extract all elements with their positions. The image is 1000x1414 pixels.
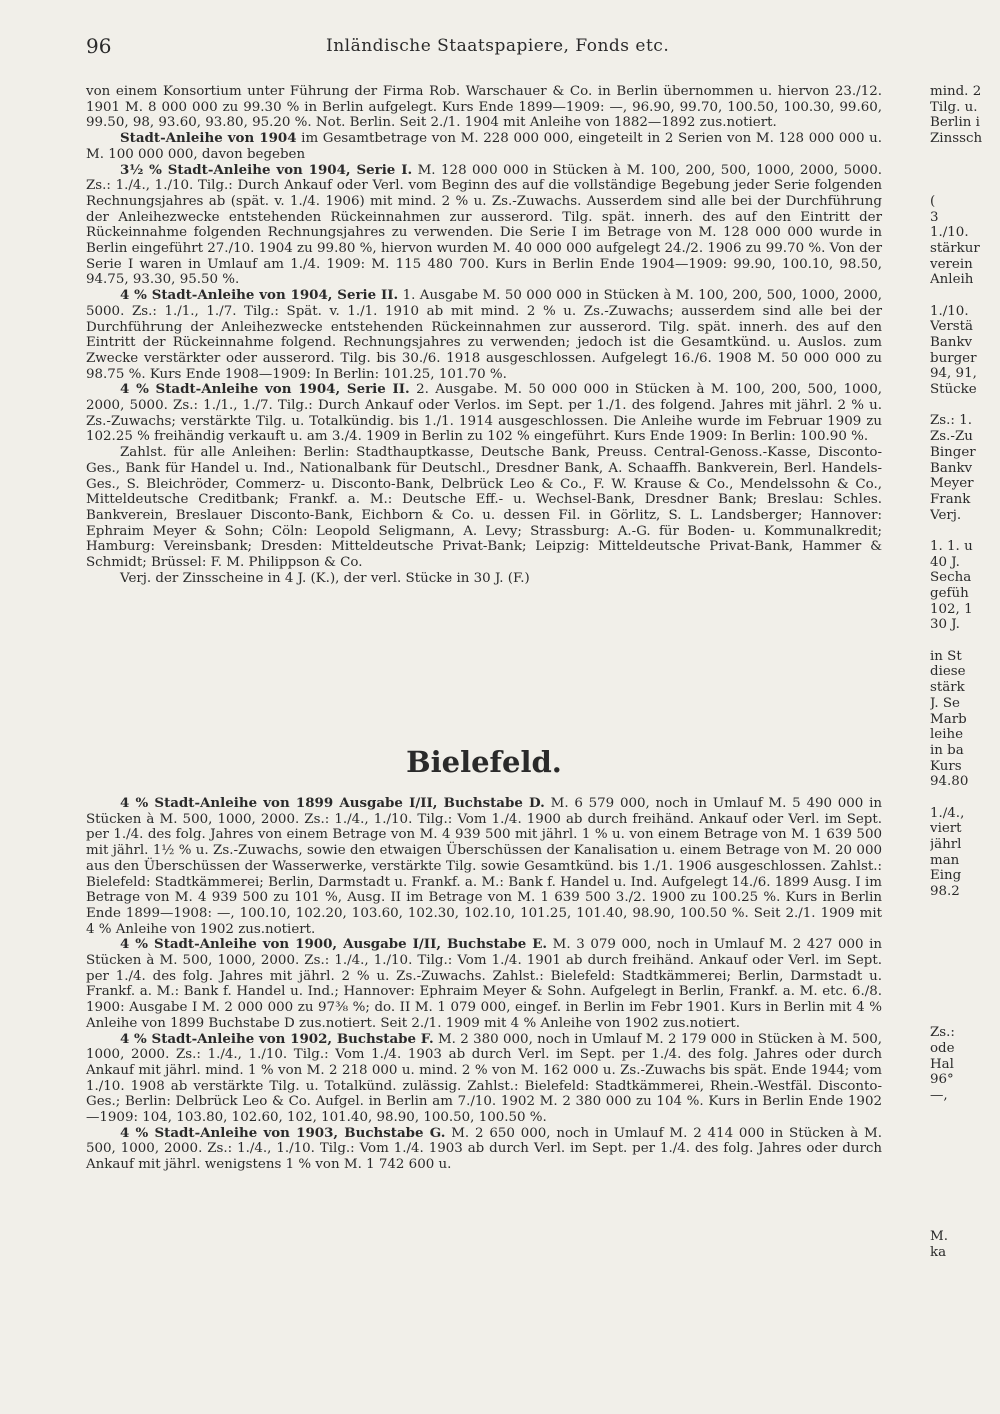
margin-fragment bbox=[930, 994, 1000, 1010]
margin-fragment: 3 bbox=[930, 209, 939, 225]
margin-fragment: in St bbox=[930, 648, 962, 664]
margin-fragment bbox=[930, 1166, 1000, 1182]
margin-fragment: Bankv bbox=[930, 335, 973, 350]
margin-fragment: Bankv bbox=[930, 460, 973, 476]
margin-fragment: verein bbox=[930, 256, 973, 272]
margin-fragment: 40 J. bbox=[930, 554, 960, 570]
margin-fragment bbox=[930, 1135, 1000, 1151]
margin-fragment: 94, 91, bbox=[930, 366, 977, 382]
margin-fragment: 96° bbox=[930, 1072, 954, 1088]
paragraph bbox=[86, 288, 882, 382]
margin-fragment: diese bbox=[930, 664, 966, 680]
paragraph bbox=[86, 1032, 882, 1126]
issue-title: 4 % Stadt-Anleihe von 1903, Buchstabe G. bbox=[120, 1124, 446, 1141]
margin-fragment bbox=[930, 1104, 1000, 1120]
margin-fragment bbox=[930, 633, 1000, 649]
margin-fragment: 102, 1 bbox=[930, 601, 973, 617]
paragraph-text: im Gesamtbetrage von M. 228 000 000, eingeteilt in 2 Serien von M. 128 000 000 u. M. 100 000 000, davon begeben bbox=[86, 131, 882, 162]
page-number: 96 bbox=[86, 34, 112, 58]
issue-title: 4 % Stadt-Anleihe von 1904, Serie II. bbox=[120, 287, 399, 304]
margin-fragment: Berlin i bbox=[930, 115, 980, 131]
margin-fragment: Frank bbox=[930, 491, 971, 507]
margin-fragment: mind. 2 bbox=[930, 84, 982, 99]
paragraph bbox=[86, 1126, 882, 1173]
paragraph-text: 1. Ausgabe M. 50 000 000 in Stücken à M. 100, 200, 500, 1000, 2000, 5000. Zs.: 1./1., 1./7. Tilg.: Spät. v. 1./1. 1910 ab mit mind. 2 % u. Zs.-Zuwachs; ausserdem sind alle bei der Durchführung der Anleihezwecke entstehenden Rückeinnahmen zur ausserord. Tilg. spät. innerh. des auf den Eintritt der Rückeinnahme folgend. Rechnungsjahres zu verwenden; jedoch ist die Gesamtkünd. u. Auslos. zum Zwecke verstärkter oder ausserord. Tilg. bis 30./6. 1918 ausgeschlossen. Aufgelegt 16./6. 1908 M. 50 000 000 zu 98.75 %. Kurs Ende 1908—1909: In Berlin: 101.25, 101.70 %. bbox=[86, 288, 882, 382]
margin-fragment bbox=[930, 523, 1000, 539]
margin-fragment: Binger bbox=[930, 444, 976, 460]
margin-fragment bbox=[930, 1010, 1000, 1026]
paragraph bbox=[86, 84, 882, 131]
paragraph-text: von einem Konsortium unter Führung der Firma Rob. Warschauer & Co. in Berlin übernommen u. hiervon 23./12. 1901 M. 8 000 000 zu 99.30 % in Berlin aufgelegt. Kurs Ende 1899—1909: —, 96.90, 99.70, 100.50, 100.30, 99.60, 99.50, 98, 93.60, 93.80, 95.20 %. Not. Berlin. Seit 2./1. 1904 mit Anleihe von 1882—1892 zus.notiert. bbox=[86, 84, 882, 131]
margin-fragment: ode bbox=[930, 1040, 955, 1056]
margin-fragment: Zs.-Zu bbox=[930, 429, 973, 445]
margin-fragment: J. Se bbox=[930, 695, 960, 711]
page-header bbox=[86, 34, 886, 60]
issue-title: 3½ % Stadt-Anleihe von 1904, Serie I. bbox=[120, 161, 413, 178]
paragraph bbox=[86, 571, 882, 587]
paragraph-text: M. 2 650 000, noch in Umlauf M. 2 414 000 in Stücken à M. 500, 1000, 2000. Zs.: 1./4., 1./10. Tilg.: Vom 1./4. 1903 ab durch Verl. im Sept. per 1./4. des folg. Jahres oder durch Ankauf mit jährl. wenigstens 1 % von M. 1 742 600 u. bbox=[86, 1125, 882, 1173]
margin-fragment: Meyer bbox=[930, 476, 974, 492]
margin-fragment: 98.2 bbox=[930, 884, 960, 900]
margin-fragment: Secha bbox=[930, 570, 972, 586]
adjacent-page-edge bbox=[930, 84, 1000, 1414]
margin-fragment bbox=[930, 147, 1000, 163]
margin-fragment bbox=[930, 978, 1000, 994]
margin-fragment: 1./10. bbox=[930, 225, 969, 241]
margin-fragment: 1. 1. u bbox=[930, 538, 973, 554]
margin-fragment bbox=[930, 162, 1000, 178]
margin-fragment bbox=[930, 947, 1000, 963]
margin-fragment: Zinssch bbox=[930, 131, 983, 147]
margin-fragment: Verstä bbox=[930, 319, 974, 335]
margin-fragment bbox=[930, 1214, 1000, 1230]
issue-title: 4 % Stadt-Anleihe von 1904, Serie II. bbox=[120, 381, 410, 398]
paragraph-text: M. 3 079 000, noch in Umlauf M. 2 427 000 in Stücken à M. 500, 1000, 2000. Zs.: 1./4., 1./10. Tilg.: Vom 1./4. 1901 ab durch freihänd. Ankauf oder Verl. im Sept. per 1./4. des folg. Jahres mit jährl. 2 % u. Zs.-Zuwachs. Zahlst.: Bielefeld: Stadtkämmerei; Berlin, Darmstadt u. Frankf. a. M.: Bank f. Handel u. Ind.; Hannover: Ephraim Meyer & Sohn. Aufgelegt in Berlin, Frankf. a. M. etc. 6./8. 1900: Ausgabe I M. 2 000 000 zu 97⅜ %; do. II M. 1 079 000, eingef. in Berlin im Febr 1901. Kurs in Berlin mit 4 % Anleihe von 1899 Buchstabe D zus.notiert. Seit 2./1. 1909 mit 4 % Anleihe von 1902 zus.notiert. bbox=[86, 937, 883, 1031]
paragraph bbox=[86, 937, 882, 1031]
margin-fragment: viert bbox=[930, 821, 962, 837]
margin-fragment: burger bbox=[930, 350, 977, 366]
paragraph bbox=[86, 382, 882, 445]
margin-fragment: man bbox=[930, 852, 960, 868]
margin-fragment: —, bbox=[930, 1088, 948, 1103]
margin-fragment: gefüh bbox=[930, 586, 969, 601]
margin-fragment bbox=[930, 790, 1000, 806]
margin-fragment bbox=[930, 1182, 1000, 1198]
margin-fragment: Eing bbox=[930, 868, 962, 884]
paragraph-text: M. 128 000 000 in Stücken à M. 100, 200, 500, 1000, 2000, 5000. Zs.: 1./4., 1./10. Tilg.: Durch Ankauf oder Verl. vom Beginn des auf die vollständige Begebung jeder Serie folgenden Rechnungsjahres ab (spät. v. 1./4. 1906) mit mind. 2 % u. Zs.-Zuwachs. Ausserdem sind alle bei der Durchführung der Anleihezwecke entstehenden Rückeinnahmen zur ausserord. Tilg. spät. innerh. des auf den Eintritt der Rückeinnahme folgenden Rechnungsjahres zu verwenden. Die Serie I im Betrage von M. 128 000 000 wurde in Berlin eingeführt 27./10. 1904 zu 99.80 %, hiervon wurden M. 40 000 000 aufgelegt 24./2. 1906 zu 99.70 %. Von der Serie I waren in Umlauf am 1./4. 1909: M. 115 480 700. Kurs in Berlin Ende 1904—1909: 99.90, 100.10, 98.50, 94.75, 93.30, 95.50 %. bbox=[86, 162, 882, 288]
paragraph-text: M. 2 380 000, noch in Umlauf M. 2 179 000 in Stücken à M. 500, 1000, 2000. Zs.: 1./4., 1./10. Tilg.: Vom 1./4. 1903 ab durch Verl. im Sept. per 1./4. des folg. Jahres oder durch Ankauf mit jährl. mind. 1 % von M. 2 218 000 u. mind. 2 % von M. 162 000 u. Zs.-Zuwachs bis spät. Ende 1944; vom 1./10. 1908 ab verstärkte Tilg. u. Totalkünd. zulässig. Zahlst.: Bielefeld: Stadtkämmerei, Rhein.-Westfäl. Disconto-Ges.; Berlin: Delbrück Leo & Co. Aufgel. in Berlin am 7./10. 1902 M. 2 380 000 zu 104 %. Kurs in Berlin Ende 1902—1909: 104, 103.80, 102.60, 102, 101.40, 98.90, 100.50, 100.50 %. bbox=[86, 1031, 882, 1126]
margin-fragment: ( bbox=[930, 193, 936, 209]
margin-fragment: stärk bbox=[930, 680, 965, 696]
margin-fragment: jährl bbox=[930, 837, 962, 852]
paragraph-text: 2. Ausgabe. M. 50 000 000 in Stücken à M. 100, 200, 500, 1000, 2000, 5000. Zs.: 1./1., 1./7. Tilg.: Durch Ankauf oder Verlos. im Sept. per 1./1. des folgend. Jahres mit jährl. 2 % u. Zs.-Zuwachs; verstärkte Tilg. u. Totalkündig. bis 1./1. 1914 ausgeschlossen. Die Anleihe wurde im Februar 1909 zu 102.25 % freihändig verkauft u. am 3./4. 1909 in Berlin zu 102 % eingeführt. Kurs Ende 1909: In Berlin: 100.90 %. bbox=[86, 382, 882, 445]
margin-fragment bbox=[930, 1151, 1000, 1167]
margin-fragment: 1./4., bbox=[930, 805, 965, 821]
margin-fragment: Verj. bbox=[930, 507, 962, 523]
margin-fragment bbox=[930, 1119, 1000, 1135]
margin-fragment: Anleih bbox=[930, 272, 974, 288]
paragraph-text: M. 6 579 000, noch in Umlauf M. 5 490 000 in Stücken à M. 500, 1000, 2000. Zs.: 1./4., 1./10. Tilg.: Vom 1./4. 1900 ab durch freihänd. Ankauf oder Verl. im Sept. per 1./4. des folg. Jahres von einem Betrage von M. 4 939 500 mit jährl. 1 % u. von einem Betrage von M. 1 639 500 mit jährl. 1½ % u. Zs.-Zuwachs, sowie den etwaigen Überschüssen der Kanalisation u. einem Betrage von M. 20 000 aus den Überschüssen der Wasserwerke, verstärkte Tilg. sowie Gesamtkünd. bis 1./1. 1906 ausgeschlossen. Zahlst.: Bielefeld: Stadtkämmerei; Berlin, Darmstadt u. Frankf. a. M.: Bank f. Handel u. Ind. Aufgelegt 14./6. 1899 Ausg. I im Betrage von M. 4 939 500 zu 101 %, Ausg. II im Betrage von M. 1 639 500 3./2. 1900 zu 100.25 %. Kurs in Berlin Ende 1899—1908: —, 100.10, 102.20, 103.60, 102.30, 102.10, 101.25, 101.40, 98.90, 100.50 %. Seit 2./1. 1909 mit 4 % Anleihe von 1902 zus.notiert. bbox=[86, 796, 883, 937]
paragraph bbox=[86, 445, 882, 571]
paragraph bbox=[86, 796, 882, 937]
margin-fragment bbox=[930, 398, 1000, 414]
text-block-upper bbox=[86, 84, 882, 587]
margin-fragment bbox=[930, 963, 1000, 979]
margin-fragment: leihe bbox=[930, 727, 964, 743]
issue-title: 4 % Stadt-Anleihe von 1900, Ausgabe I/II, Buchstabe E. bbox=[120, 936, 548, 953]
text-block-lower bbox=[86, 796, 882, 1173]
margin-fragment: Marb bbox=[930, 711, 967, 727]
margin-fragment: Tilg. u. bbox=[930, 99, 978, 115]
margin-fragment: Zs.: bbox=[930, 1025, 955, 1041]
margin-fragment: 1./10. bbox=[930, 303, 969, 319]
margin-fragment: Zs.: 1. bbox=[930, 413, 972, 429]
margin-fragment: in ba bbox=[930, 742, 964, 758]
section-heading: Bielefeld. bbox=[406, 745, 562, 779]
margin-fragment: 30 J. bbox=[930, 617, 960, 633]
issue-title: Stadt-Anleihe von 1904 bbox=[120, 130, 297, 147]
margin-fragment bbox=[930, 288, 1000, 304]
margin-fragment: Kurs bbox=[930, 758, 962, 774]
margin-fragment: stärkur bbox=[930, 240, 980, 256]
margin-fragment bbox=[930, 931, 1000, 947]
margin-fragment: Stücke bbox=[930, 382, 977, 398]
margin-fragment bbox=[930, 1198, 1000, 1214]
paragraph bbox=[86, 131, 882, 162]
issue-title: 4 % Stadt-Anleihe von 1899 Ausgabe I/II, Buchstabe D. bbox=[120, 795, 545, 811]
margin-fragment: M. bbox=[930, 1229, 948, 1245]
margin-fragment: 94.80 bbox=[930, 774, 969, 790]
margin-fragment: ka bbox=[930, 1244, 947, 1260]
paragraph-text: Zahlst. für alle Anleihen: Berlin: Stadthauptkasse, Deutsche Bank, Preuss. Central-Genoss.-Kasse, Disconto-Ges., Bank für Handel u. Ind., Nationalbank für Deutschl., Dresdner Bank, A. Schaaffh. Bankverein, Berl. Handels-Ges., S. Bleichröder, Commerz- u. Disconto-Bank, Delbrück Leo & Co., F. W. Krause & Co., Mendelssohn & Co., Mitteldeutsche Creditbank; Frankf. a. M.: Deutsche Eff.- u. Wechsel-Bank, Dresdner Bank; Breslau: Schles. Bankverein, Breslauer Disconto-Bank, Eichborn & Co. u. dessen Fil. in Görlitz, S. L. Landsberger; Hannover: Ephraim Meyer & Sohn; Cöln: Leopold Seligmann, A. Levy; Strassburg: A.-G. für Boden- u. Kommunalkredit; Hamburg: Vereinsbank; Dresden: Mitteldeutsche Privat-Bank; Leipzig: Mitteldeutsche Privat-Bank, Hammer & Schmidt; Brüssel: F. M. Philippson & Co. bbox=[86, 445, 882, 571]
running-head: Inländische Staatspapiere, Fonds etc. bbox=[326, 36, 670, 56]
paragraph-text: Verj. der Zinsscheine in 4 J. (K.), der verl. Stücke in 30 J. (F.) bbox=[120, 570, 530, 586]
paragraph bbox=[86, 163, 882, 289]
margin-fragment bbox=[930, 915, 1000, 931]
issue-title: 4 % Stadt-Anleihe von 1902, Buchstabe F. bbox=[120, 1030, 434, 1047]
margin-fragment bbox=[930, 178, 1000, 194]
margin-fragment bbox=[930, 900, 1000, 916]
margin-fragment: Hal bbox=[930, 1056, 954, 1072]
